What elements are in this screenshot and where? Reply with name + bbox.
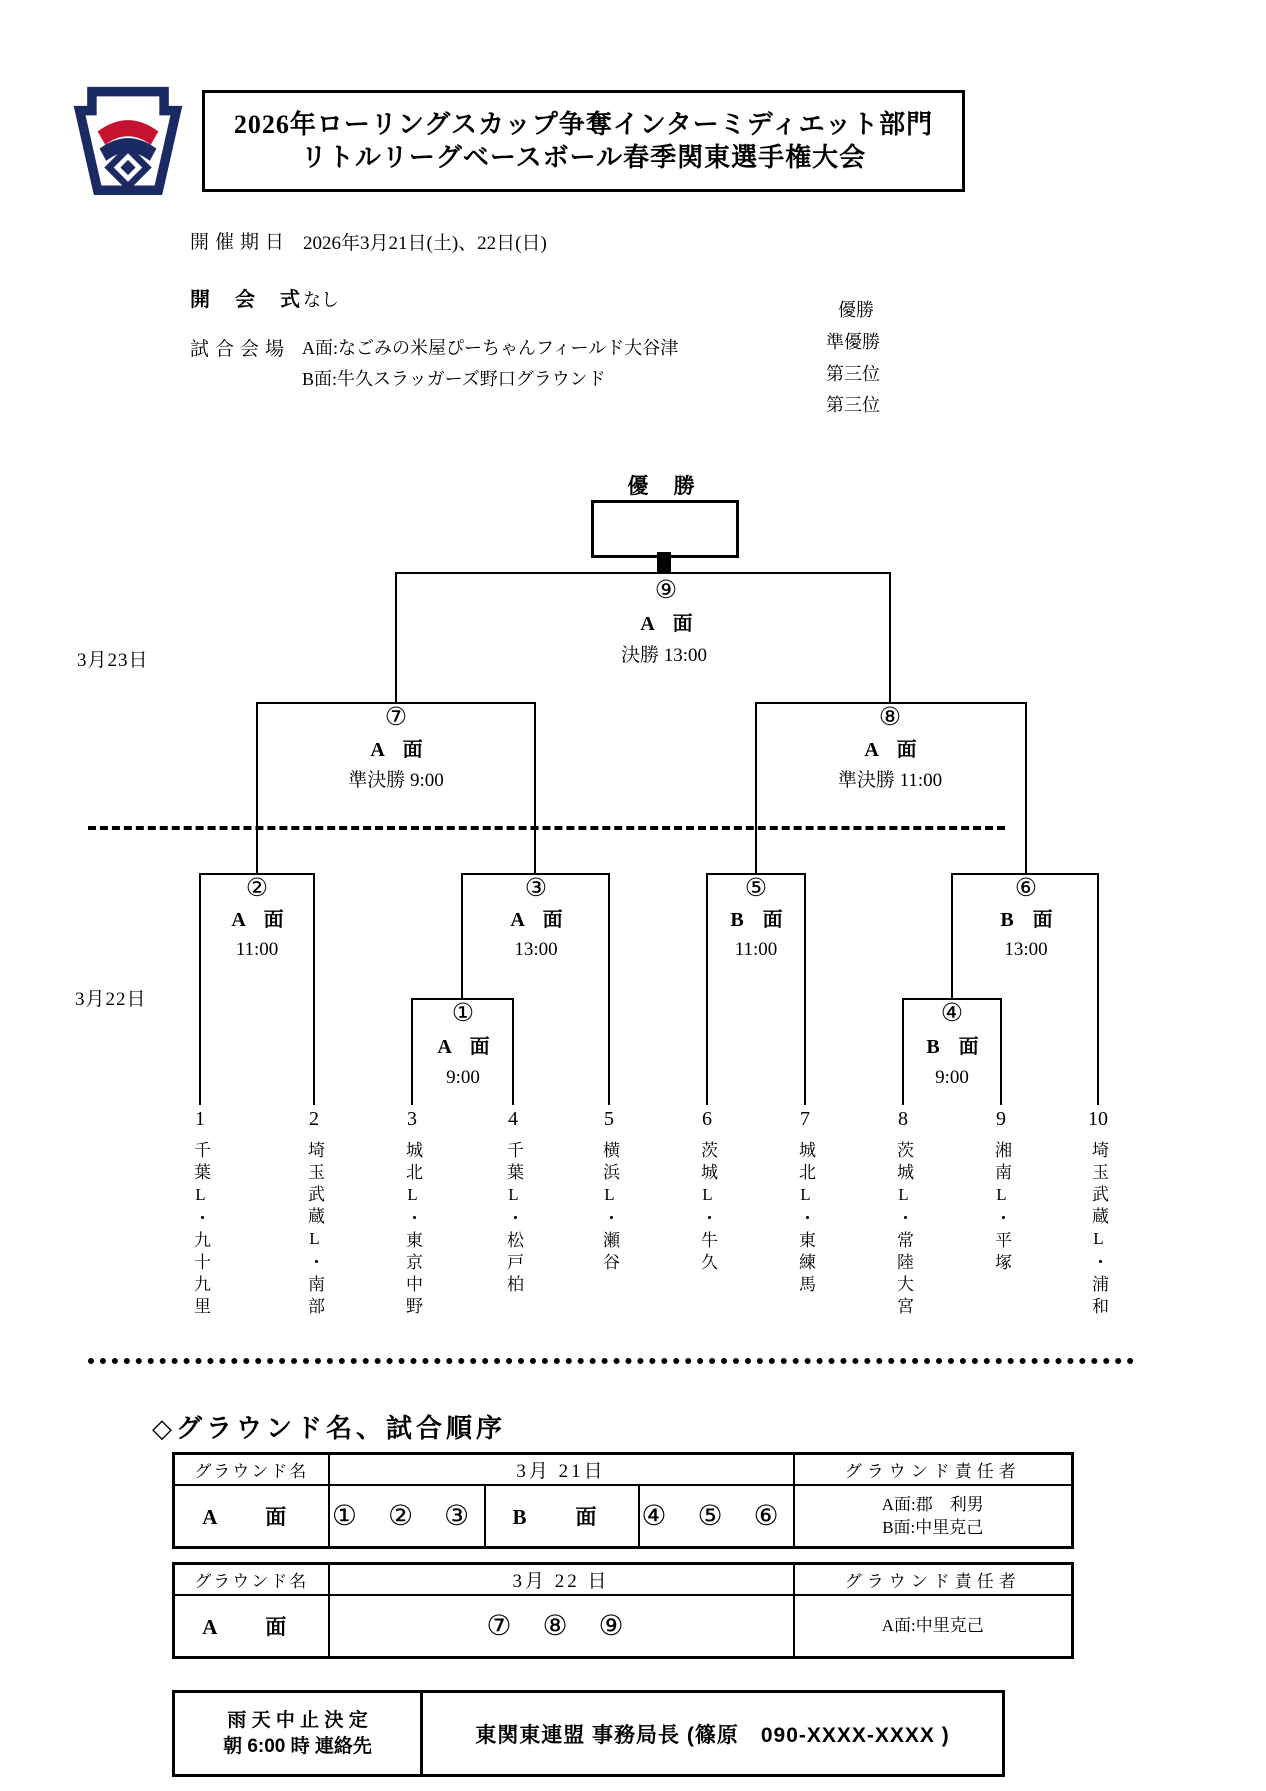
match-1-time: 9:00 <box>446 1067 480 1088</box>
venue-a: A面:なごみの米屋ぴーちゃんフィールド大谷津 <box>302 338 679 358</box>
schedule-table-day1 <box>172 1452 1074 1549</box>
match-3-time: 13:00 <box>514 939 558 960</box>
bracket-line <box>534 702 536 873</box>
venue-b: B面:牛久スラッガーズ野口グラウンド <box>302 369 606 389</box>
ground-name-header: グラウンド名 <box>174 1564 329 1595</box>
day-label-final: 3月23日 <box>77 650 149 671</box>
date-header-day1: 3月 21日 <box>329 1454 794 1485</box>
games-cell-day2: ⑦ ⑧ ⑨ <box>329 1595 794 1658</box>
bracket-line <box>902 998 904 1105</box>
rainout-notice-box <box>172 1690 1005 1777</box>
match-3-field: A 面 <box>510 909 570 931</box>
match-6-number: ⑥ <box>1014 875 1038 902</box>
section-separator-dotted <box>88 1358 1134 1364</box>
match-4-number: ④ <box>940 1000 964 1027</box>
team-name: 千葉L・松戸柏 <box>504 1141 523 1297</box>
rank-third-1: 第三位 <box>826 364 880 384</box>
little-league-logo <box>70 84 186 201</box>
ground-a-cell: A 面 <box>174 1485 329 1548</box>
bracket-line <box>461 873 463 998</box>
manager-a: A面:郡 利男 <box>881 1494 984 1514</box>
bracket-line <box>512 998 514 1105</box>
games-a-cell: ① ② ③ <box>329 1485 485 1548</box>
match-4-field: B 面 <box>926 1036 986 1058</box>
ground-b-cell: B 面 <box>485 1485 639 1548</box>
team-name: 湘南L・平塚 <box>992 1141 1011 1275</box>
champion-label: 優 勝 <box>627 474 705 498</box>
match-3-number: ③ <box>524 875 548 902</box>
bracket-line <box>395 572 397 702</box>
bracket-line <box>1097 873 1099 1105</box>
team-seed: 7 <box>800 1108 810 1130</box>
team-seed: 9 <box>996 1108 1006 1130</box>
schedule-table-day2 <box>172 1562 1074 1659</box>
ceremony-value: なし <box>303 290 339 310</box>
match-5-time: 11:00 <box>734 939 778 960</box>
bracket-line <box>657 552 671 573</box>
ground-manager-header: グラウンド責任者 <box>794 1564 1073 1595</box>
team-name: 茨城L・常陸大宮 <box>894 1141 913 1319</box>
date-header-day2: 3月 22 日 <box>329 1564 794 1595</box>
title-line-2: リトルリーグベースボール春季関東選手権大会 <box>300 143 867 172</box>
bracket-line <box>1000 998 1002 1105</box>
bracket-line <box>411 998 413 1105</box>
bracket-line <box>755 702 757 873</box>
team-seed: 6 <box>702 1108 712 1130</box>
date-label: 開催期日 <box>190 232 291 253</box>
bracket-line <box>313 873 315 1105</box>
rainout-notice-label <box>175 1693 423 1774</box>
match-9-field: A 面 <box>640 613 700 635</box>
match-7-field: A 面 <box>370 739 430 761</box>
match-5-number: ⑤ <box>744 875 768 902</box>
bracket-line <box>951 873 953 998</box>
match-6-time: 13:00 <box>1004 939 1048 960</box>
day-separator-dashed <box>88 826 1005 830</box>
match-7-number: ⑦ <box>384 704 408 731</box>
team-name: 埼玉武蔵L・南部 <box>305 1141 324 1319</box>
venue-label: 試合会場 <box>190 339 291 360</box>
match-5-field: B 面 <box>730 909 790 931</box>
day-label-first: 3月22日 <box>75 989 147 1010</box>
bracket-line <box>1025 702 1027 873</box>
team-name: 千葉L・九十九里 <box>191 1141 210 1319</box>
date-value: 2026年3月21日(土)、22日(日) <box>303 233 547 254</box>
team-seed: 4 <box>508 1108 518 1130</box>
title-box <box>202 90 965 192</box>
ground-manager-header: グラウンド責任者 <box>794 1454 1073 1485</box>
manager-b: B面:中里克己 <box>882 1517 984 1537</box>
match-2-field: A 面 <box>231 909 291 931</box>
match-2-number: ② <box>245 875 269 902</box>
bracket-line <box>804 873 806 1105</box>
match-6-field: B 面 <box>1000 909 1060 931</box>
bracket-line <box>256 702 258 873</box>
rainout-line-1: 雨 天 中 止 決 定 <box>227 1709 368 1731</box>
ground-a-cell: A 面 <box>174 1595 329 1658</box>
rank-runner-up: 準優勝 <box>826 332 880 352</box>
team-seed: 3 <box>407 1108 417 1130</box>
bracket-line <box>706 873 708 1105</box>
match-9-number: ⑨ <box>654 577 678 604</box>
match-8-number: ⑧ <box>878 704 902 731</box>
team-seed: 2 <box>309 1108 319 1130</box>
rainout-contact: 東関東連盟 事務局長 (篠原 090-XXXX-XXXX ) <box>475 1723 950 1747</box>
title-line-1: 2026年ローリングスカップ争奪インターミディエット部門 <box>233 110 934 139</box>
team-name: 城北L・東練馬 <box>796 1141 815 1297</box>
team-seed: 5 <box>604 1108 614 1130</box>
bracket-line <box>395 572 891 574</box>
match-7-time: 準決勝 9:00 <box>348 770 444 791</box>
match-8-field: A 面 <box>864 739 924 761</box>
team-name: 埼玉武蔵L・浦和 <box>1089 1141 1108 1319</box>
ceremony-label: 開 会 式 <box>190 289 310 311</box>
champion-box <box>591 500 739 558</box>
rainout-line-2: 朝 6:00 時 連絡先 <box>223 1735 372 1757</box>
match-9-time: 決勝 13:00 <box>620 645 708 666</box>
ground-name-header: グラウンド名 <box>174 1454 329 1485</box>
rank-third-2: 第三位 <box>826 395 880 415</box>
team-seed: 10 <box>1088 1108 1108 1130</box>
games-b-cell: ④ ⑤ ⑥ <box>639 1485 794 1548</box>
team-name: 茨城L・牛久 <box>698 1141 717 1275</box>
team-seed: 8 <box>898 1108 908 1130</box>
manager-cell-day2: A面:中里克己 <box>794 1595 1073 1658</box>
match-4-time: 9:00 <box>935 1067 969 1088</box>
team-name: 城北L・東京中野 <box>403 1141 422 1319</box>
bracket-line <box>199 873 201 1105</box>
match-1-field: A 面 <box>437 1036 497 1058</box>
team-seed: 1 <box>195 1108 205 1130</box>
keystone-logo-icon <box>70 84 186 196</box>
manager-cell-day1 <box>794 1485 1073 1548</box>
rank-champion: 優勝 <box>838 300 874 320</box>
match-1-number: ① <box>451 1000 475 1027</box>
team-name: 横浜L・瀬谷 <box>600 1141 619 1275</box>
schedule-heading: ◇グラウンド名、試合順序 <box>152 1414 506 1443</box>
bracket-line <box>889 572 891 702</box>
bracket-line <box>608 873 610 1105</box>
match-8-time: 準決勝 11:00 <box>837 770 943 791</box>
match-2-time: 11:00 <box>235 939 279 960</box>
